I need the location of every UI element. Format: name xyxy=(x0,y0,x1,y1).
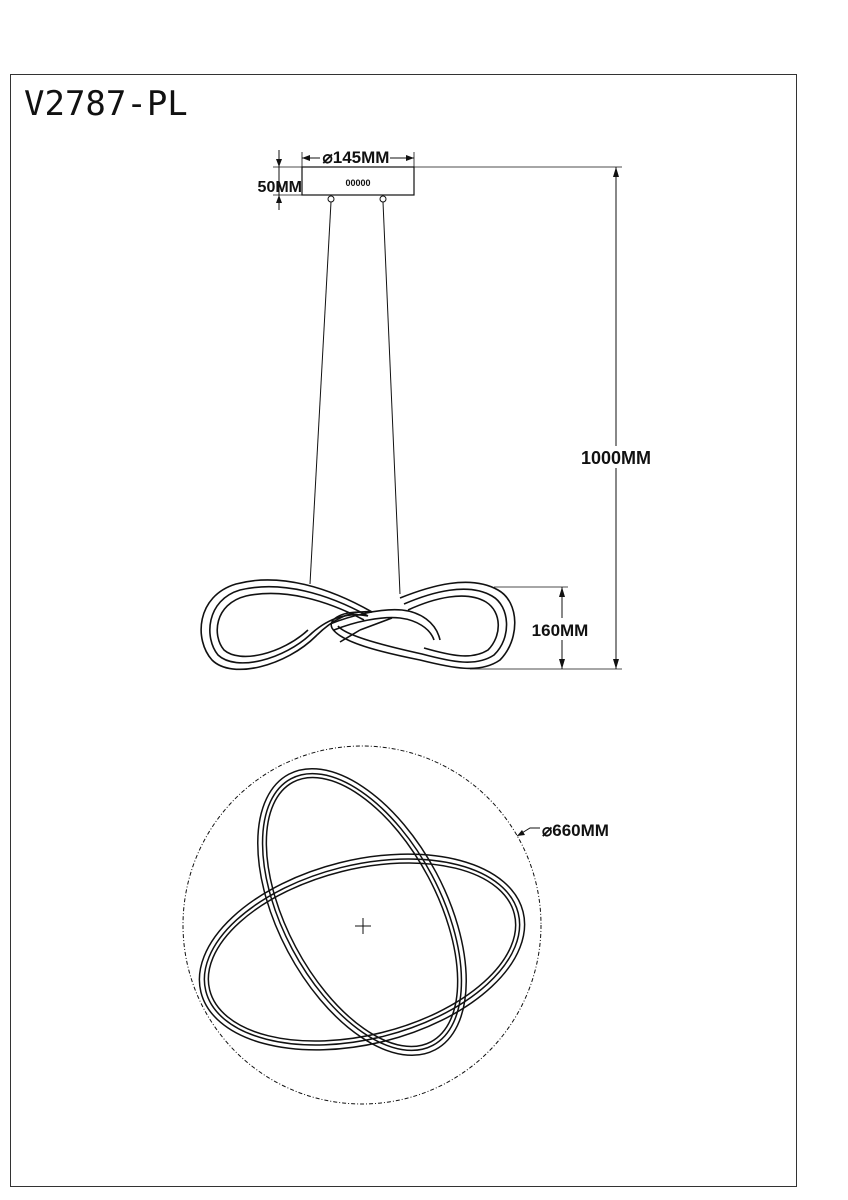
hanger-left-top xyxy=(328,196,334,202)
overall-diameter-label: ⌀660MM xyxy=(542,821,609,840)
side-view xyxy=(201,148,652,669)
ribbon-side xyxy=(201,580,515,669)
ring-wide xyxy=(179,823,546,1082)
total-height-arrow-bottom xyxy=(613,659,619,669)
diameter-leader-arrow xyxy=(517,830,525,836)
canopy-diameter-label: ⌀145MM xyxy=(322,148,390,167)
suspension-wire-right xyxy=(383,202,400,594)
canopy-height-arrow-top xyxy=(276,159,282,167)
model-title: V2787-PL xyxy=(24,84,188,124)
canopy-diameter-arrow-right xyxy=(406,155,414,161)
total-height-arrow-top xyxy=(613,167,619,177)
canopy-height-label: 50MM xyxy=(257,179,302,196)
body-height-label: 160MM xyxy=(531,621,589,640)
suspension-wire-left xyxy=(310,202,331,584)
canopy-diameter-arrow-left xyxy=(302,155,310,161)
ring-upright xyxy=(215,735,510,1089)
canopy-marking: 00000 xyxy=(345,178,371,188)
body-height-arrow-bottom xyxy=(559,659,565,669)
top-view xyxy=(179,735,609,1104)
canopy-height-arrow-bottom xyxy=(276,195,282,203)
hanger-right-top xyxy=(380,196,386,202)
body-height-arrow-top xyxy=(559,587,565,597)
total-height-label: 1000MM xyxy=(580,448,652,468)
